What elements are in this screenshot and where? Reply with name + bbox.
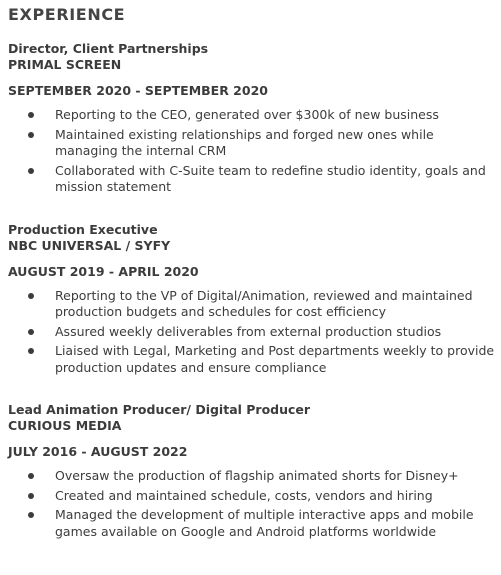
job-dates: SEPTEMBER 2020 - SEPTEMBER 2020: [8, 83, 268, 98]
job-dates: JULY 2016 - AUGUST 2022: [8, 444, 188, 459]
job-company: PRIMAL SCREEN: [8, 57, 122, 72]
bullet-item: Managed the development of multiple interactive apps and mobile games available on Google and Android platforms worldwide: [8, 507, 496, 540]
job-company: NBC UNIVERSAL / SYFY: [8, 237, 171, 253]
bullet-item: Reporting to the CEO, generated over $300k of new business: [8, 107, 496, 124]
job-entry: [8, 402, 496, 540]
job-dates: AUGUST 2019 - APRIL 2020: [8, 263, 199, 279]
section-title: EXPERIENCE: [8, 5, 126, 24]
bullet-item: Maintained existing relationships and forged new ones while managing the internal CRM: [8, 127, 496, 160]
bullet-item: Collaborated with C-Suite team to redefine studio identity, goals and mission statement: [8, 163, 496, 196]
job-entry: [8, 222, 496, 377]
job-company: CURIOUS MEDIA: [8, 418, 122, 433]
bullet-item: Oversaw the production of flagship animated shorts for Disney+: [8, 468, 496, 485]
job-title: Director, Client Partnerships: [8, 41, 209, 56]
job-bullets: [8, 468, 496, 540]
job-bullets: [8, 107, 496, 196]
resume-page: [8, 4, 496, 543]
bullet-item: Reporting to the VP of Digital/Animation, reviewed and maintained production budgets and schedules for cost efficiency: [8, 288, 496, 321]
job-title: Production Executive: [8, 221, 158, 237]
job-title: Lead Animation Producer/ Digital Producer: [8, 402, 311, 417]
job-entry: [8, 41, 496, 196]
bullet-item: Assured weekly deliverables from external production studios: [8, 324, 496, 341]
bullet-item: Liaised with Legal, Marketing and Post departments weekly to provide production updates and ensure compliance: [8, 343, 496, 376]
job-bullets: [8, 288, 496, 377]
bullet-item: Created and maintained schedule, costs, vendors and hiring: [8, 488, 496, 505]
